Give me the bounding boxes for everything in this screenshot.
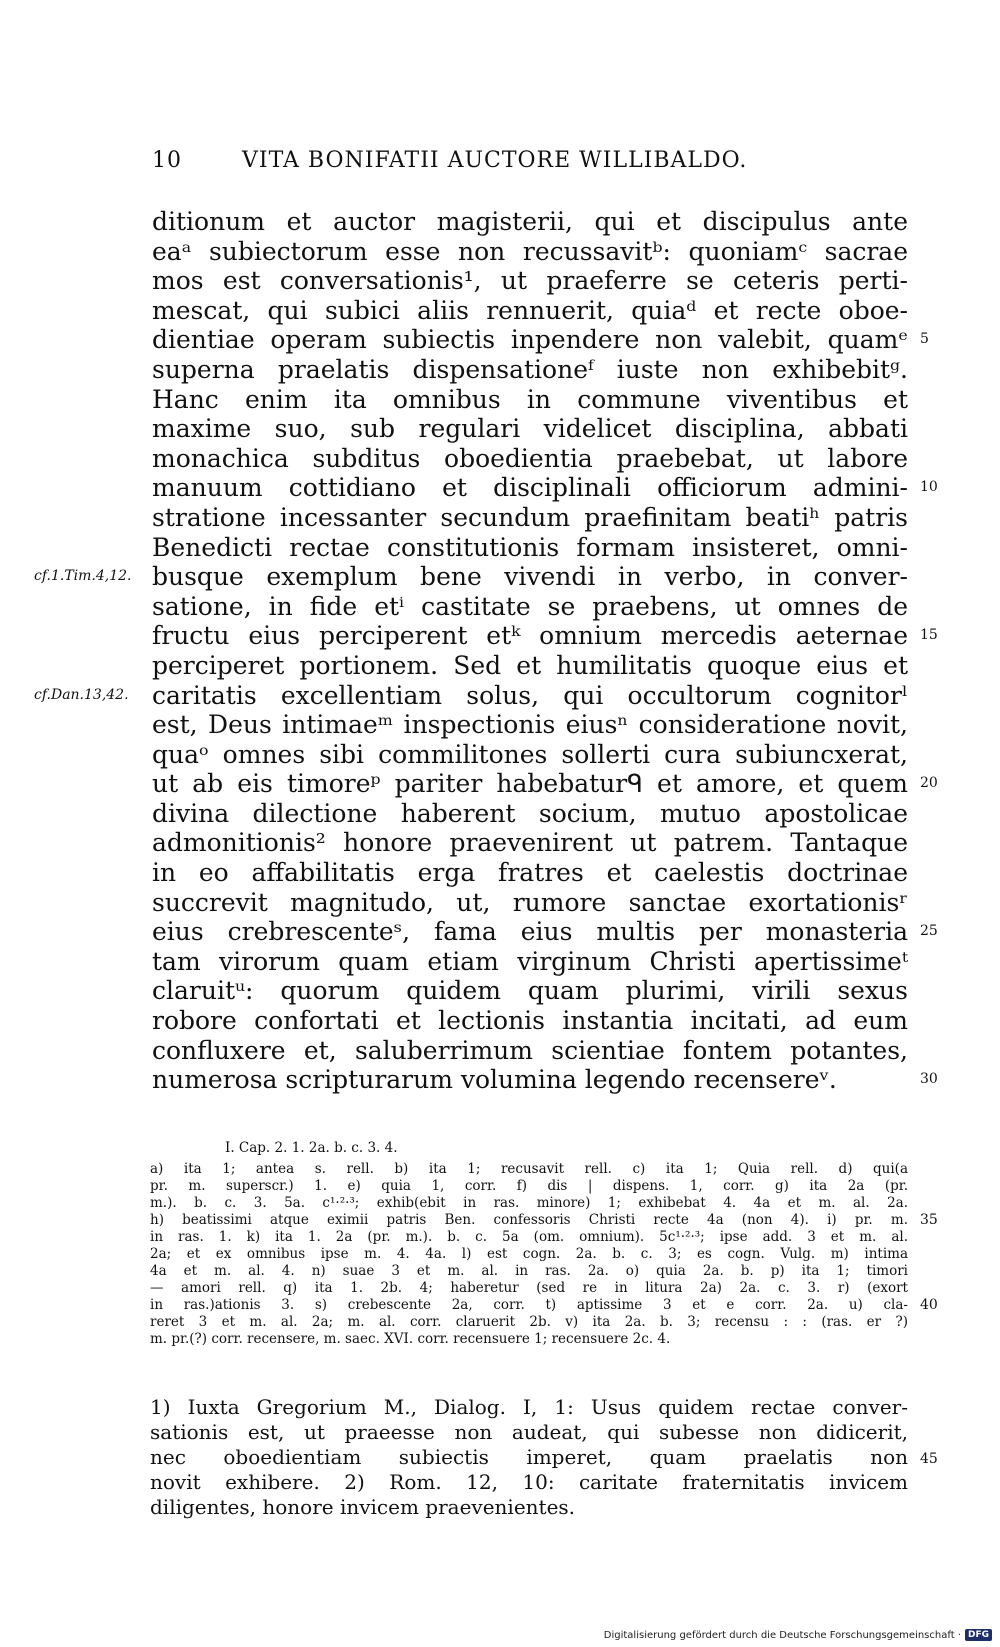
- main-text: [0, 207, 1000, 1095]
- critical-apparatus: [150, 1140, 938, 1348]
- line-number: 45: [920, 1451, 938, 1467]
- text-line: [0, 325, 1000, 355]
- apparatus-text: 4a et m. al. 4. n) suae 3 et m. al. in ras. 2a. o) quia 2a. b. p) ita 1; timori: [150, 1263, 908, 1279]
- text-line: [0, 385, 1000, 415]
- text-line: [0, 533, 1000, 563]
- text-line: [0, 917, 1000, 947]
- text-line: [0, 592, 1000, 622]
- footnote-line: [150, 1495, 908, 1520]
- text-line: [0, 1065, 1000, 1095]
- footnote-line: [150, 1470, 908, 1495]
- digitization-footer: [604, 1629, 992, 1641]
- text-line: [0, 799, 1000, 829]
- line-text: ut ab eis timoreᵖ pariter habebaturᑫ et amore, et quem: [152, 769, 908, 799]
- line-text: stratione incessanter secundum praefinitam beatiʰ patris: [152, 502, 908, 532]
- text-line: [0, 888, 1000, 918]
- apparatus-text: in ras. 1. k) ita 1. 2a (pr. m.). b. c. 5a (om. omnium). 5c¹·²·³; ipse add. 3 et m. al.: [150, 1229, 908, 1245]
- line-text: mescat, qui subici aliis rennuerit, quiaᵈ et recte oboe-: [152, 295, 908, 325]
- line-text: Hanc enim ita omnibus in commune viventibus et: [152, 384, 908, 414]
- apparatus-text: m. pr.(?) corr. recensere, m. saec. XVI. corr. recensuere 1; recensuere 2c. 4.: [150, 1331, 671, 1347]
- apparatus-line: [150, 1229, 908, 1246]
- footnote-text: nec oboedientiam subiectis imperet, quam praelatis non: [150, 1445, 908, 1469]
- line-number: 20: [920, 775, 938, 792]
- line-number: 25: [920, 923, 938, 940]
- text-line: [0, 947, 1000, 977]
- line-text: Benedicti rectae constitutionis formam insisteret, omni-: [152, 532, 908, 562]
- footnote-line: [150, 1395, 908, 1420]
- text-line: [0, 740, 1000, 770]
- line-text: quaᵒ omnes sibi commilitones sollerti cura subiuncxerat,: [152, 739, 908, 769]
- text-line: [0, 769, 1000, 799]
- text-line: [0, 828, 1000, 858]
- line-text: superna praelatis dispensationeᶠ iuste non exhibebitᵍ.: [152, 354, 908, 384]
- footnote-line: [150, 1445, 938, 1470]
- line-text: ditionum et auctor magisterii, qui et discipulus ante: [152, 207, 908, 236]
- line-text: claruitᵘ: quorum quidem quam plurimi, virili sexus: [152, 976, 908, 1006]
- text-line: [0, 266, 1000, 296]
- apparatus-text: in ras.)ationis 3. s) crebescente 2a, corr. t) aptissime 3 et e corr. 2a. u) cla-: [150, 1297, 908, 1313]
- line-number: 40: [920, 1297, 938, 1313]
- apparatus-text: pr. m. superscr.) 1. e) quia 1, corr. f) dis | dispens. 1, corr. g) ita 2a (pr.: [150, 1178, 908, 1194]
- apparatus-text: — amori rell. q) ita 1. 2b. 4; haberetur (sed re in litura 2a) 2a. c. 3. r) (exort: [150, 1280, 908, 1296]
- apparatus-text: h) beatissimi atque eximii patris Ben. confessoris Christi recte 4a (non 4). i) pr. m.: [150, 1212, 908, 1228]
- apparatus-line: [150, 1195, 908, 1212]
- apparatus-line: [150, 1280, 908, 1297]
- line-text: manuum cottidiano et disciplinali officiorum admini-: [152, 473, 908, 503]
- apparatus-line: [150, 1246, 908, 1263]
- line-text: caritatis excellentiam solus, qui occultorum cognitorˡ: [152, 680, 908, 710]
- line-text: divina dilectione haberent socium, mutuo apostolicae: [152, 798, 908, 828]
- apparatus-line: [150, 1161, 908, 1178]
- line-number: 15: [920, 627, 938, 644]
- text-line: [0, 503, 1000, 533]
- text-line: [0, 296, 1000, 326]
- line-text: robore confortati et lectionis instantia incitati, ad eum: [152, 1006, 908, 1036]
- apparatus-heading: I. Cap. 2. 1. 2a. b. c. 3. 4.: [225, 1140, 398, 1156]
- line-text: eius crebrescenteˢ, fama eius multis per monasteria: [152, 917, 908, 947]
- line-text: succrevit magnitudo, ut, rumore sanctae exortationisʳ: [152, 887, 908, 917]
- dfg-logo: DFG: [965, 1629, 992, 1641]
- text-line: [0, 355, 1000, 385]
- apparatus-line: [150, 1331, 908, 1348]
- line-text: maxime suo, sub regulari videlicet disciplina, abbati: [152, 414, 908, 444]
- margin-reference: cf.1.Tim.4,12.: [34, 568, 132, 585]
- apparatus-line: [150, 1178, 908, 1195]
- apparatus-line: [150, 1314, 908, 1331]
- footnote-text: novit exhibere. 2) Rom. 12, 10: caritate fraternitatis invicem: [150, 1470, 908, 1494]
- text-line: [0, 710, 1000, 740]
- text-line: [0, 237, 1000, 267]
- line-number: 30: [920, 1071, 938, 1088]
- apparatus-text: reret 3 et m. al. 2a; m. al. corr. claruerit 2b. v) ita 2a. b. 3; recensu : : (ras. er ?): [150, 1314, 908, 1330]
- line-text: dientiae operam subiectis inpendere non valebit, quamᵉ: [152, 325, 908, 355]
- line-text: tam virorum quam etiam virginum Christi apertissimeᵗ: [152, 946, 908, 976]
- text-line: [0, 1006, 1000, 1036]
- footnote-text: 1) Iuxta Gregorium M., Dialog. I, 1: Usus quidem rectae conver-: [150, 1395, 908, 1419]
- footnotes: [150, 1395, 938, 1520]
- text-line: [0, 976, 1000, 1006]
- apparatus-text: a) ita 1; antea s. rell. b) ita 1; recusavit rell. c) ita 1; Quia rell. d) qui(a: [150, 1161, 908, 1177]
- text-line: [0, 681, 1000, 711]
- line-text: confluxere et, saluberrimum scientiae fontem potantes,: [152, 1035, 908, 1065]
- apparatus-line: [150, 1212, 938, 1229]
- line-number: 5: [920, 331, 929, 348]
- apparatus-line: [150, 1297, 938, 1314]
- line-text: mos est conversationis¹, ut praeferre se ceteris perti-: [152, 266, 908, 296]
- line-text: fructu eius perciperent etᵏ omnium mercedis aeternae: [152, 621, 908, 651]
- line-text: busque exemplum bene vivendi in verbo, in conver-: [152, 562, 908, 592]
- line-text: numerosa scripturarum volumina legendo recensereᵛ.: [152, 1065, 837, 1095]
- text-line: [0, 651, 1000, 681]
- line-text: satione, in fide etⁱ castitate se praebens, ut omnes de: [152, 591, 908, 621]
- text-line: [0, 562, 1000, 592]
- text-line: [0, 1036, 1000, 1066]
- line-text: admonitionis² honore praevenirent ut patrem. Tantaque: [152, 828, 908, 858]
- footer-text: Digitalisierung gefördert durch die Deutsche Forschungsgemeinschaft ·: [603, 1629, 961, 1641]
- text-line: [0, 621, 1000, 651]
- text-line: [0, 858, 1000, 888]
- footnote-text: diligentes, honore invicem praevenientes.: [150, 1495, 576, 1519]
- margin-reference: cf.Dan.13,42.: [34, 686, 129, 703]
- footnote-line: [150, 1420, 908, 1445]
- line-text: in eo affabilitatis erga fratres et caelestis doctrinae: [152, 858, 908, 888]
- text-line: [0, 414, 1000, 444]
- line-text: est, Deus intimaeᵐ inspectionis eiusⁿ consideratione novit,: [152, 710, 908, 740]
- running-header: [152, 148, 812, 173]
- line-text: eaᵃ subiectorum esse non recussavitᵇ: quoniamᶜ sacrae: [152, 236, 908, 266]
- page-number: 10: [152, 148, 182, 173]
- apparatus-line: [150, 1263, 908, 1280]
- apparatus-text: 2a; et ex omnibus ipse m. 4. 4a. l) est cogn. 2a. b. c. 3; es cogn. Vulg. m) intima: [150, 1246, 908, 1262]
- apparatus-text: m.). b. c. 3. 5a. c¹·²·³; exhib(ebit in ras. minore) 1; exhibebat 4. 4a et m. al. 2a.: [150, 1195, 908, 1211]
- line-text: monachica subditus oboedientia praebebat, ut labore: [152, 443, 908, 473]
- line-number: 35: [920, 1212, 938, 1228]
- line-number: 10: [920, 479, 938, 496]
- line-text: perciperet portionem. Sed et humilitatis quoque eius et: [152, 650, 908, 680]
- text-line: [0, 444, 1000, 474]
- running-title: VITA BONIFATII AUCTORE WILLIBALDO.: [242, 148, 748, 173]
- footnote-text: sationis est, ut praeesse non audeat, qui subesse non didicerit,: [150, 1420, 908, 1444]
- text-line: [0, 473, 1000, 503]
- text-line: [0, 207, 1000, 237]
